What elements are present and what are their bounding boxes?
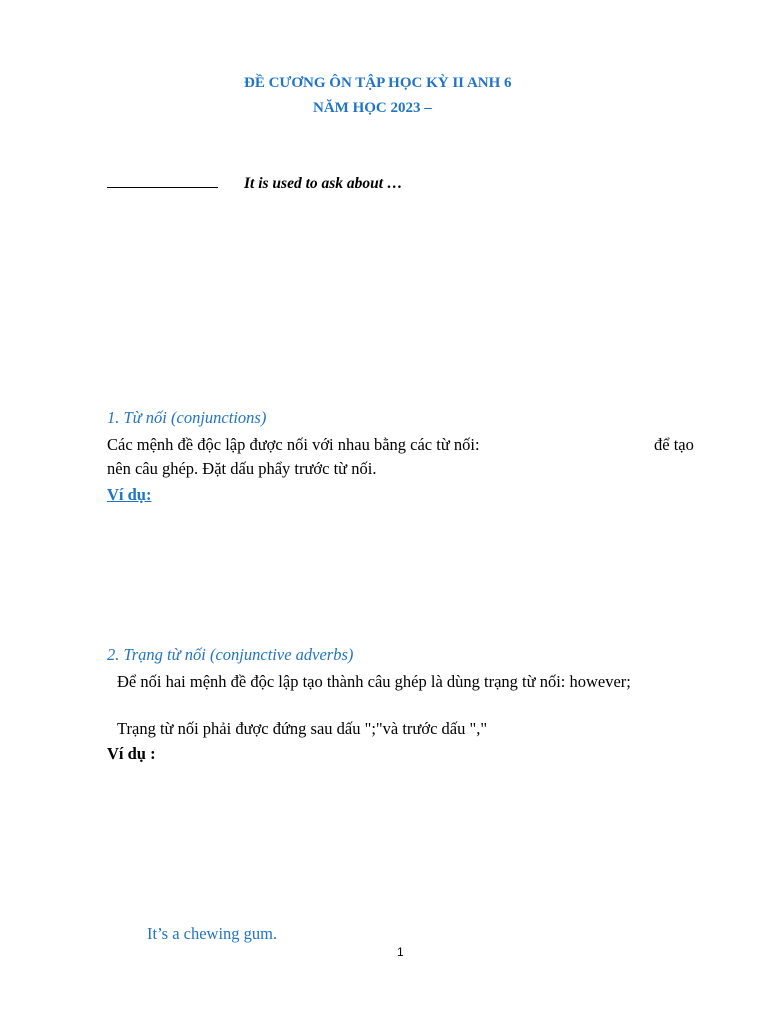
document-title-line2: NĂM HỌC 2023 – bbox=[313, 100, 432, 116]
intro-prompt: It is used to ask about … bbox=[244, 175, 403, 192]
example-sentence: It’s a chewing gum. bbox=[147, 924, 278, 943]
section2-example-label: Ví dụ : bbox=[107, 744, 156, 763]
section1-example-label: Ví dụ: bbox=[107, 485, 152, 504]
section2-text-line2: Trạng từ nối phải được đứng sau dấu ";"và trước dấu "," bbox=[117, 719, 488, 738]
section1-text-line2: nên câu ghép. Đặt dấu phẩy trước từ nối. bbox=[107, 459, 377, 478]
section1-heading: 1. Từ nối (conjunctions) bbox=[107, 408, 267, 427]
intro-row bbox=[107, 172, 402, 193]
section2-text-line1: Để nối hai mệnh đề độc lập tạo thành câu ghép là dùng trạng từ nối: however; bbox=[117, 672, 631, 691]
page-number: 1 bbox=[397, 945, 404, 959]
section2-heading: 2. Trạng từ nối (conjunctive adverbs) bbox=[107, 645, 354, 664]
section1-text-line1-end: để tạo bbox=[654, 435, 694, 454]
answer-blank bbox=[107, 172, 218, 188]
document-title-line1: ĐỀ CƯƠNG ÔN TẬP HỌC KỲ II ANH 6 bbox=[244, 75, 512, 91]
section1-text-line1: Các mệnh đề độc lập được nối với nhau bằng các từ nối: bbox=[107, 435, 480, 454]
